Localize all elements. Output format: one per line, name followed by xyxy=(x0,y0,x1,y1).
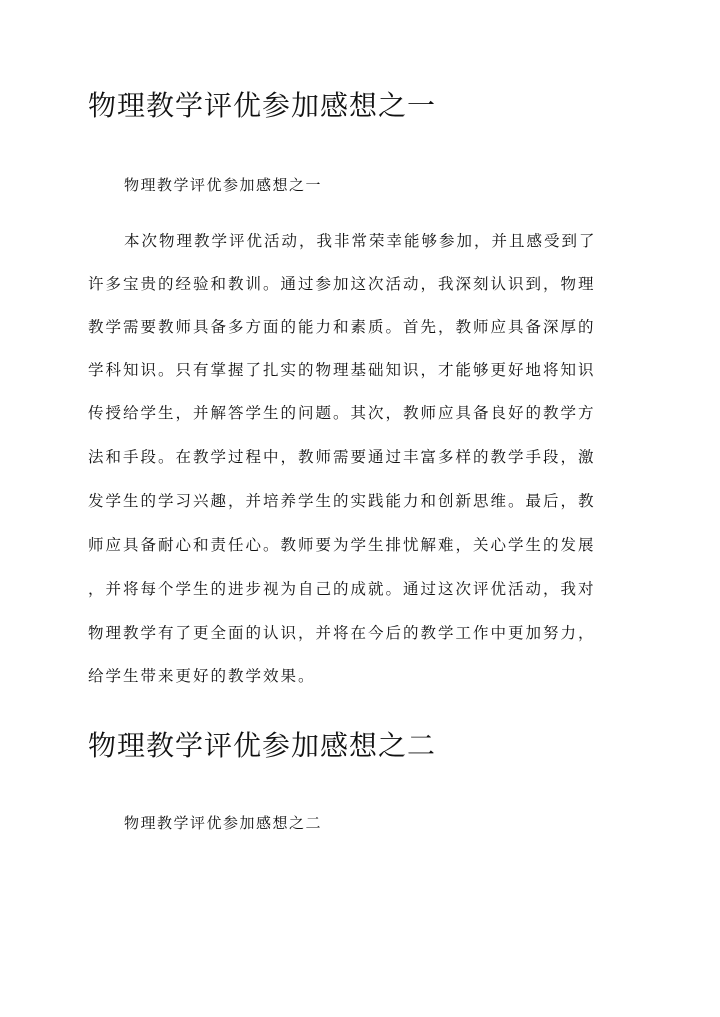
section-1-title: 物理教学评优参加感想之一 xyxy=(88,89,437,122)
body-line-11: 给学生带来更好的教学效果。 xyxy=(88,667,316,685)
body-line-3: 教学需要教师具备多方面的能力和素质。首先，教师应具备深厚的 xyxy=(88,318,596,336)
body-line-6: 法和手段。在教学过程中，教师需要通过丰富多样的教学手段，激 xyxy=(88,448,596,466)
body-line-10: 物理教学有了更全面的认识，并将在今后的教学工作中更加努力， xyxy=(88,624,596,642)
body-line-4: 学科知识。只有掌握了扎实的物理基础知识，才能够更好地将知识 xyxy=(88,361,596,379)
body-line-7: 发学生的学习兴趣，并培养学生的实践能力和创新思维。最后，教 xyxy=(88,492,596,510)
body-line-5: 传授给学生，并解答学生的问题。其次，教师应具备良好的教学方 xyxy=(88,404,596,422)
section-2-subtitle: 物理教学评优参加感想之二 xyxy=(124,814,323,832)
body-line-1: 本次物理教学评优活动，我非常荣幸能够参加，并且感受到了 xyxy=(124,232,597,250)
body-line-8: 师应具备耐心和责任心。教师要为学生排忧解难，关心学生的发展 xyxy=(88,536,596,554)
body-line-2: 许多宝贵的经验和教训。通过参加这次活动，我深刻认识到，物理 xyxy=(88,275,596,293)
body-line-9: ，并将每个学生的进步视为自己的成就。通过这次评优活动，我对 xyxy=(88,580,596,598)
section-2-title: 物理教学评优参加感想之二 xyxy=(88,729,437,762)
section-1-subtitle: 物理教学评优参加感想之一 xyxy=(124,176,323,194)
